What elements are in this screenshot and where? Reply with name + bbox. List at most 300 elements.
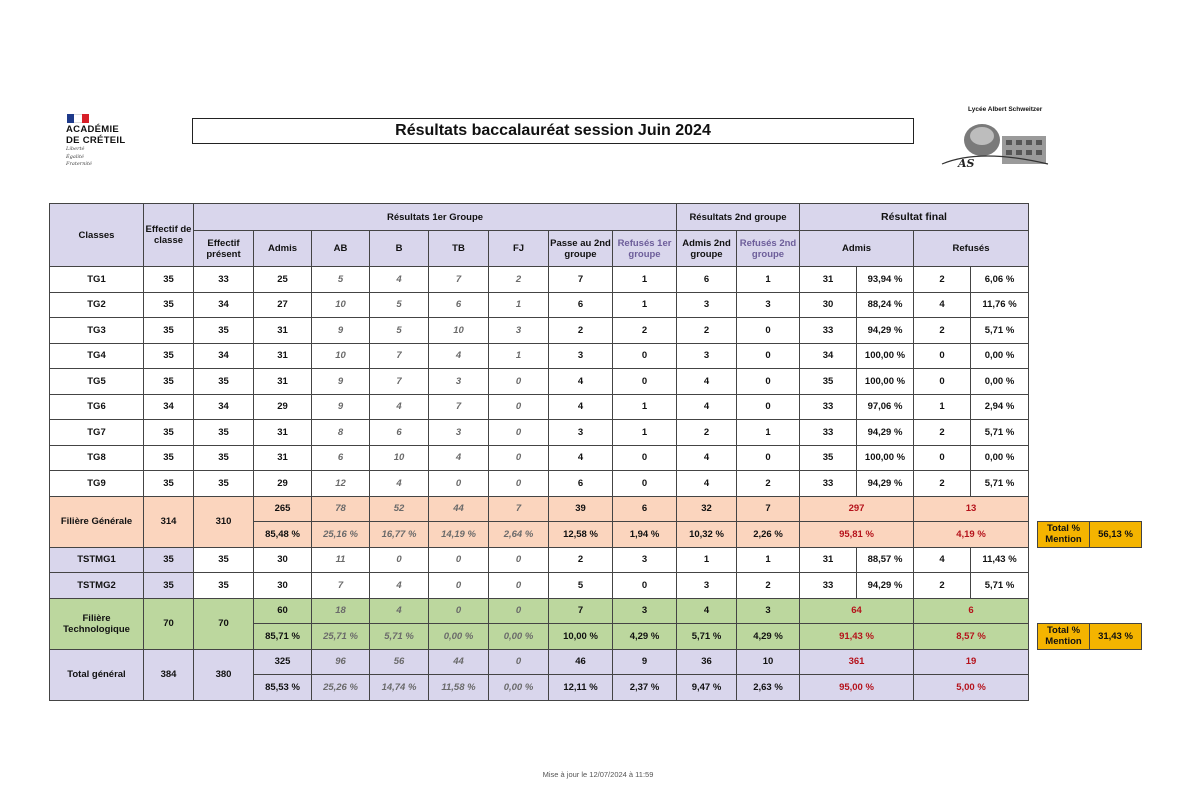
total-count-b: 56 — [370, 649, 429, 675]
table-row — [50, 343, 1142, 369]
cell-passe: 4 — [549, 394, 613, 420]
spacer — [1029, 471, 1142, 497]
cell-ref2: 0 — [737, 343, 800, 369]
total-final-refuses-pct: 5,00 % — [914, 675, 1029, 701]
table-row — [50, 420, 1142, 446]
final-admis-pct: 100,00 % — [857, 445, 914, 471]
spacer — [1029, 598, 1142, 624]
cell-adm2: 3 — [677, 292, 737, 318]
cell-fj: 0 — [489, 547, 549, 573]
techno-count-admis: 60 — [254, 598, 312, 624]
total-label: Total général — [50, 649, 144, 700]
cell-tb: 3 — [429, 369, 489, 395]
col-resultats-1er-header: Résultats 1er Groupe — [194, 204, 677, 231]
cell-adm2: 4 — [677, 369, 737, 395]
generale-count-adm2: 32 — [677, 496, 737, 522]
final-admis-pct: 88,24 % — [857, 292, 914, 318]
cell-passe: 2 — [549, 318, 613, 344]
cell-fj: 0 — [489, 420, 549, 446]
final-admis-pct: 94,29 % — [857, 318, 914, 344]
class-name: TG1 — [50, 267, 144, 293]
cell-fj: 0 — [489, 471, 549, 497]
total-pct-b: 14,74 % — [370, 675, 429, 701]
spacer — [1029, 343, 1142, 369]
final-admis-pct: 100,00 % — [857, 343, 914, 369]
cell-tb: 3 — [429, 420, 489, 446]
results-table — [49, 203, 1142, 701]
cell-ab: 7 — [312, 573, 370, 599]
techno-pct-passe: 10,00 % — [549, 624, 613, 650]
cell-ref1: 1 — [613, 394, 677, 420]
update-timestamp: Mise à jour le 12/07/2024 à 11:59 — [542, 770, 654, 779]
effectif-classe: 35 — [144, 369, 194, 395]
techno-count-ab: 18 — [312, 598, 370, 624]
final-admis-count: 33 — [800, 420, 857, 446]
motto-egalite: Égalité — [66, 153, 84, 160]
cell-adm2: 4 — [677, 471, 737, 497]
cell-adm2: 2 — [677, 318, 737, 344]
class-name: TG8 — [50, 445, 144, 471]
academie-name-line2: DE CRÉTEIL — [66, 135, 126, 146]
final-admis-count: 35 — [800, 369, 857, 395]
total-pct-fj: 0,00 % — [489, 675, 549, 701]
techno-pct-ab: 25,71 % — [312, 624, 370, 650]
generale-pct-admis: 85,48 % — [254, 522, 312, 548]
cell-ab: 10 — [312, 343, 370, 369]
final-refuses-count: 2 — [914, 318, 971, 344]
cell-passe: 3 — [549, 420, 613, 446]
final-admis-pct: 94,29 % — [857, 420, 914, 446]
cell-admis: 29 — [254, 394, 312, 420]
cell-ref2: 2 — [737, 471, 800, 497]
total-pct-ref1: 2,37 % — [613, 675, 677, 701]
cell-adm2: 4 — [677, 445, 737, 471]
col-classes-header: Classes — [50, 204, 144, 267]
techno-count-b: 4 — [370, 598, 429, 624]
generale-mention-value: 56,13 % — [1090, 522, 1142, 548]
cell-ab: 10 — [312, 292, 370, 318]
motto-liberte: Liberté — [66, 146, 85, 152]
table-row — [50, 292, 1142, 318]
final-refuses-count: 2 — [914, 420, 971, 446]
total-count-admis: 325 — [254, 649, 312, 675]
cell-admis: 30 — [254, 547, 312, 573]
generale-pct-passe: 12,58 % — [549, 522, 613, 548]
cell-ab: 9 — [312, 394, 370, 420]
cell-b: 0 — [370, 547, 429, 573]
techno-count-row — [50, 598, 1142, 624]
table-row — [50, 547, 1142, 573]
effectif-present: 35 — [194, 420, 254, 446]
final-refuses-pct: 11,43 % — [971, 547, 1029, 573]
total-count-tb: 44 — [429, 649, 489, 675]
table-row — [50, 267, 1142, 293]
cell-fj: 0 — [489, 573, 549, 599]
final-admis-pct: 88,57 % — [857, 547, 914, 573]
final-refuses-count: 4 — [914, 292, 971, 318]
effectif-present: 34 — [194, 394, 254, 420]
cell-b: 4 — [370, 394, 429, 420]
generale-count-ab: 78 — [312, 496, 370, 522]
cell-b: 4 — [370, 573, 429, 599]
final-refuses-count: 4 — [914, 547, 971, 573]
table-row — [50, 369, 1142, 395]
effectif-present: 35 — [194, 369, 254, 395]
cell-b: 7 — [370, 369, 429, 395]
cell-ref1: 3 — [613, 547, 677, 573]
page-title: Résultats baccalauréat session Juin 2024 — [192, 118, 914, 144]
generale-pct-adm2: 10,32 % — [677, 522, 737, 548]
col-resultat-final-header: Résultat final — [800, 204, 1029, 231]
cell-passe: 7 — [549, 267, 613, 293]
total-effectif: 384 — [144, 649, 194, 700]
final-refuses-count: 0 — [914, 445, 971, 471]
generale-label: Filière Générale — [50, 496, 144, 547]
cell-ab: 6 — [312, 445, 370, 471]
generale-present: 310 — [194, 496, 254, 547]
spacer — [1029, 522, 1038, 548]
techno-pct-b: 5,71 % — [370, 624, 429, 650]
cell-passe: 4 — [549, 445, 613, 471]
cell-admis: 25 — [254, 267, 312, 293]
effectif-classe: 35 — [144, 573, 194, 599]
effectif-present: 35 — [194, 573, 254, 599]
total-present: 380 — [194, 649, 254, 700]
total-count-adm2: 36 — [677, 649, 737, 675]
cell-adm2: 3 — [677, 343, 737, 369]
col-admis-header: Admis — [254, 231, 312, 267]
french-flag-icon — [67, 114, 89, 123]
spacer — [1029, 445, 1142, 471]
final-refuses-pct: 0,00 % — [971, 369, 1029, 395]
spacer — [1029, 649, 1142, 675]
techno-final-refuses-count: 6 — [914, 598, 1029, 624]
cell-ab: 8 — [312, 420, 370, 446]
cell-ab: 9 — [312, 318, 370, 344]
total-count-ref2: 10 — [737, 649, 800, 675]
effectif-classe: 35 — [144, 267, 194, 293]
final-admis-pct: 93,94 % — [857, 267, 914, 293]
final-refuses-pct: 5,71 % — [971, 471, 1029, 497]
spacer — [1029, 394, 1142, 420]
total-count-ref1: 9 — [613, 649, 677, 675]
final-admis-count: 33 — [800, 318, 857, 344]
total-count-fj: 0 — [489, 649, 549, 675]
cell-b: 7 — [370, 343, 429, 369]
spacer — [1029, 420, 1142, 446]
final-admis-pct: 97,06 % — [857, 394, 914, 420]
cell-admis: 30 — [254, 573, 312, 599]
cell-admis: 31 — [254, 343, 312, 369]
header-row-1 — [50, 204, 1142, 231]
total-final-admis-count: 361 — [800, 649, 914, 675]
total-pct-ab: 25,26 % — [312, 675, 370, 701]
cell-fj: 1 — [489, 343, 549, 369]
final-admis-count: 31 — [800, 267, 857, 293]
generale-count-b: 52 — [370, 496, 429, 522]
final-refuses-count: 2 — [914, 267, 971, 293]
techno-pct-ref2: 4,29 % — [737, 624, 800, 650]
techno-count-tb: 0 — [429, 598, 489, 624]
cell-ref1: 2 — [613, 318, 677, 344]
final-admis-count: 33 — [800, 471, 857, 497]
techno-pct-fj: 0,00 % — [489, 624, 549, 650]
table-row — [50, 394, 1142, 420]
cell-passe: 2 — [549, 547, 613, 573]
cell-admis: 31 — [254, 420, 312, 446]
cell-ref2: 1 — [737, 420, 800, 446]
final-refuses-pct: 0,00 % — [971, 343, 1029, 369]
cell-tb: 4 — [429, 445, 489, 471]
techno-pct-ref1: 4,29 % — [613, 624, 677, 650]
techno-final-refuses-pct: 8,57 % — [914, 624, 1029, 650]
class-name: TG9 — [50, 471, 144, 497]
cell-ref1: 1 — [613, 292, 677, 318]
cell-ref1: 0 — [613, 369, 677, 395]
effectif-present: 33 — [194, 267, 254, 293]
cell-passe: 6 — [549, 471, 613, 497]
final-refuses-pct: 5,71 % — [971, 420, 1029, 446]
final-admis-count: 31 — [800, 547, 857, 573]
table-row — [50, 471, 1142, 497]
cell-ab: 9 — [312, 369, 370, 395]
cell-b: 5 — [370, 292, 429, 318]
cell-passe: 5 — [549, 573, 613, 599]
generale-final-refuses-count: 13 — [914, 496, 1029, 522]
final-refuses-pct: 0,00 % — [971, 445, 1029, 471]
cell-b: 6 — [370, 420, 429, 446]
cell-fj: 3 — [489, 318, 549, 344]
total-final-admis-pct: 95,00 % — [800, 675, 914, 701]
effectif-classe: 35 — [144, 471, 194, 497]
effectif-present: 35 — [194, 445, 254, 471]
final-refuses-pct: 11,76 % — [971, 292, 1029, 318]
generale-count-passe: 39 — [549, 496, 613, 522]
techno-pct-adm2: 5,71 % — [677, 624, 737, 650]
effectif-classe: 35 — [144, 343, 194, 369]
total-pct-passe: 12,11 % — [549, 675, 613, 701]
final-admis-count: 30 — [800, 292, 857, 318]
class-name: TG4 — [50, 343, 144, 369]
techno-count-adm2: 4 — [677, 598, 737, 624]
generale-pct-ref1: 1,94 % — [613, 522, 677, 548]
generale-count-tb: 44 — [429, 496, 489, 522]
cell-ref1: 1 — [613, 420, 677, 446]
generale-count-ref2: 7 — [737, 496, 800, 522]
effectif-classe: 35 — [144, 420, 194, 446]
cell-ref2: 0 — [737, 445, 800, 471]
techno-effectif: 70 — [144, 598, 194, 649]
cell-b: 4 — [370, 267, 429, 293]
final-refuses-count: 0 — [914, 369, 971, 395]
cell-tb: 0 — [429, 573, 489, 599]
final-refuses-count: 2 — [914, 573, 971, 599]
cell-fj: 2 — [489, 267, 549, 293]
cell-ref1: 1 — [613, 267, 677, 293]
final-admis-pct: 94,29 % — [857, 573, 914, 599]
final-refuses-count: 0 — [914, 343, 971, 369]
class-name: TG5 — [50, 369, 144, 395]
cell-passe: 3 — [549, 343, 613, 369]
cell-ref2: 2 — [737, 573, 800, 599]
effectif-present: 35 — [194, 318, 254, 344]
total-count-passe: 46 — [549, 649, 613, 675]
techno-label: Filière Technologique — [50, 598, 144, 649]
cell-adm2: 6 — [677, 267, 737, 293]
cell-ref1: 0 — [613, 573, 677, 599]
total-count-ab: 96 — [312, 649, 370, 675]
final-refuses-pct: 2,94 % — [971, 394, 1029, 420]
cell-admis: 31 — [254, 369, 312, 395]
generale-pct-ref2: 2,26 % — [737, 522, 800, 548]
table-row — [50, 573, 1142, 599]
col-effectif-classe-header: Effectif de classe — [144, 204, 194, 267]
cell-fj: 1 — [489, 292, 549, 318]
spacer — [1029, 675, 1142, 701]
col-ab-header: AB — [312, 231, 370, 267]
spacer — [1029, 369, 1142, 395]
lycee-name: Lycée Albert Schweitzer — [968, 106, 1043, 113]
cell-ref1: 0 — [613, 445, 677, 471]
generale-pct-fj: 2,64 % — [489, 522, 549, 548]
techno-final-admis-count: 64 — [800, 598, 914, 624]
effectif-present: 34 — [194, 292, 254, 318]
generale-final-admis-pct: 95,81 % — [800, 522, 914, 548]
cell-ref2: 0 — [737, 394, 800, 420]
effectif-present: 34 — [194, 343, 254, 369]
cell-ref1: 0 — [613, 343, 677, 369]
col-refuses-1er-header: Refusés 1er groupe — [613, 231, 677, 267]
generale-pct-tb: 14,19 % — [429, 522, 489, 548]
cell-b: 4 — [370, 471, 429, 497]
cell-ab: 5 — [312, 267, 370, 293]
effectif-present: 35 — [194, 547, 254, 573]
effectif-classe: 34 — [144, 394, 194, 420]
generale-effectif: 314 — [144, 496, 194, 547]
total-pct-ref2: 2,63 % — [737, 675, 800, 701]
cell-ab: 12 — [312, 471, 370, 497]
cell-ref2: 0 — [737, 369, 800, 395]
cell-ref1: 0 — [613, 471, 677, 497]
cell-ref2: 3 — [737, 292, 800, 318]
total-pct-tb: 11,58 % — [429, 675, 489, 701]
cell-passe: 4 — [549, 369, 613, 395]
final-admis-count: 33 — [800, 573, 857, 599]
cell-adm2: 4 — [677, 394, 737, 420]
motto-fraternite: Fraternité — [66, 161, 92, 167]
total-count-row — [50, 649, 1142, 675]
final-admis-count: 34 — [800, 343, 857, 369]
col-effectif-present-header: Effectif présent — [194, 231, 254, 267]
class-name: TG6 — [50, 394, 144, 420]
cell-tb: 0 — [429, 471, 489, 497]
techno-present: 70 — [194, 598, 254, 649]
cell-tb: 4 — [429, 343, 489, 369]
cell-tb: 10 — [429, 318, 489, 344]
generale-pct-ab: 25,16 % — [312, 522, 370, 548]
techno-mention-value: 31,43 % — [1090, 624, 1142, 650]
final-refuses-pct: 5,71 % — [971, 573, 1029, 599]
lycee-logo-text: AS — [958, 157, 975, 170]
effectif-present: 35 — [194, 471, 254, 497]
col-fj-header: FJ — [489, 231, 549, 267]
total-pct-adm2: 9,47 % — [677, 675, 737, 701]
techno-count-passe: 7 — [549, 598, 613, 624]
techno-pct-admis: 85,71 % — [254, 624, 312, 650]
table-row — [50, 318, 1142, 344]
cell-fj: 0 — [489, 394, 549, 420]
total-final-refuses-count: 19 — [914, 649, 1029, 675]
generale-final-admis-count: 297 — [800, 496, 914, 522]
cell-ab: 11 — [312, 547, 370, 573]
generale-mention-label: Total % Mention — [1038, 522, 1090, 548]
generale-count-row — [50, 496, 1142, 522]
class-name: TSTMG1 — [50, 547, 144, 573]
table-row — [50, 445, 1142, 471]
techno-final-admis-pct: 91,43 % — [800, 624, 914, 650]
class-name: TG2 — [50, 292, 144, 318]
cell-ref2: 1 — [737, 267, 800, 293]
techno-mention-label: Total % Mention — [1038, 624, 1090, 650]
total-pct-admis: 85,53 % — [254, 675, 312, 701]
cell-tb: 0 — [429, 547, 489, 573]
effectif-classe: 35 — [144, 445, 194, 471]
col-passe-2nd-header: Passe au 2nd groupe — [549, 231, 613, 267]
col-final-admis-header: Admis — [800, 231, 914, 267]
effectif-classe: 35 — [144, 547, 194, 573]
final-refuses-count: 1 — [914, 394, 971, 420]
class-name: TG7 — [50, 420, 144, 446]
cell-admis: 27 — [254, 292, 312, 318]
col-admis-2nd-header: Admis 2nd groupe — [677, 231, 737, 267]
spacer — [1029, 292, 1142, 318]
spacer — [1029, 496, 1142, 522]
generale-pct-b: 16,77 % — [370, 522, 429, 548]
col-tb-header: TB — [429, 231, 489, 267]
generale-count-fj: 7 — [489, 496, 549, 522]
cell-adm2: 3 — [677, 573, 737, 599]
generale-count-admis: 265 — [254, 496, 312, 522]
spacer — [1029, 547, 1142, 573]
final-admis-pct: 94,29 % — [857, 471, 914, 497]
col-final-refuses-header: Refusés — [914, 231, 1029, 267]
cell-b: 10 — [370, 445, 429, 471]
cell-fj: 0 — [489, 369, 549, 395]
cell-ref2: 1 — [737, 547, 800, 573]
col-b-header: B — [370, 231, 429, 267]
class-name: TG3 — [50, 318, 144, 344]
techno-count-fj: 0 — [489, 598, 549, 624]
cell-passe: 6 — [549, 292, 613, 318]
spacer — [1029, 573, 1142, 599]
final-refuses-pct: 5,71 % — [971, 318, 1029, 344]
academie-name-line1: ACADÉMIE — [66, 124, 120, 135]
cell-admis: 31 — [254, 445, 312, 471]
col-refuses-2nd-header: Refusés 2nd groupe — [737, 231, 800, 267]
col-resultats-2nd-header: Résultats 2nd groupe — [677, 204, 800, 231]
spacer — [1029, 624, 1038, 650]
cell-fj: 0 — [489, 445, 549, 471]
cell-tb: 7 — [429, 267, 489, 293]
final-admis-pct: 100,00 % — [857, 369, 914, 395]
cell-tb: 7 — [429, 394, 489, 420]
cell-b: 5 — [370, 318, 429, 344]
header-row-2 — [50, 231, 1142, 267]
effectif-classe: 35 — [144, 292, 194, 318]
academie-logo — [66, 114, 146, 168]
final-refuses-count: 2 — [914, 471, 971, 497]
cell-tb: 6 — [429, 292, 489, 318]
